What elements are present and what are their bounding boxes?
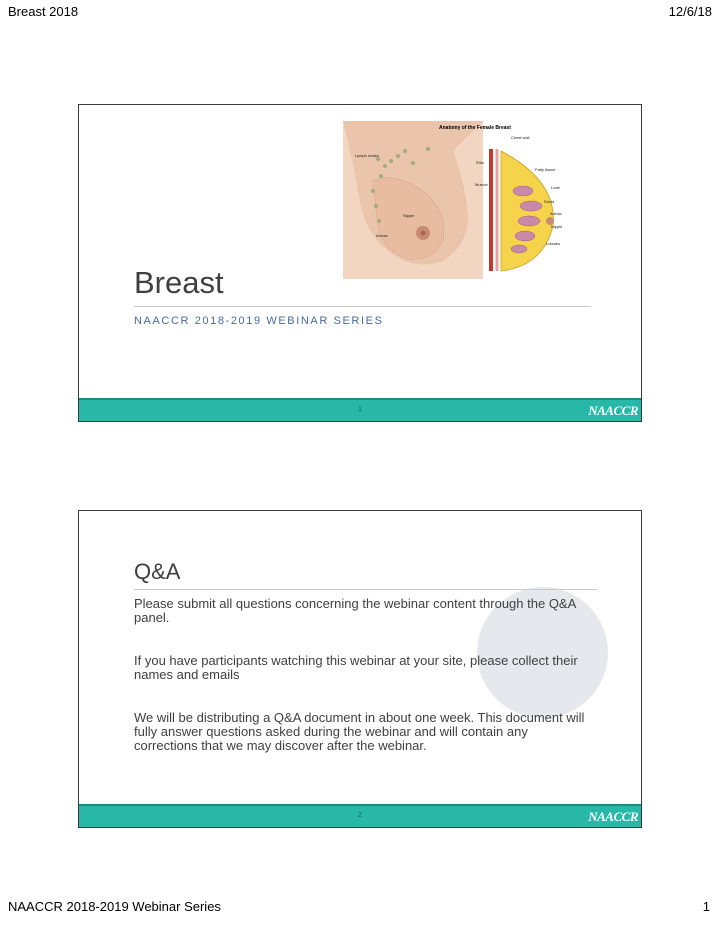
label-muscle: Muscle	[475, 182, 488, 187]
label-ribs: Ribs	[476, 160, 485, 165]
slide-title: Breast	[134, 265, 224, 300]
naaccr-logo: NAACCR	[588, 809, 638, 824]
slide-footer-bar	[79, 398, 641, 421]
label-front-areola: Areola	[376, 233, 388, 238]
label-front-nipple: Nipple	[403, 213, 415, 218]
label-nipple: Nipple	[551, 224, 563, 229]
label-ducts: Ducts	[544, 199, 555, 204]
paragraph-submit-questions: Please submit all questions concerning the webinar content through the Q&A panel.	[134, 596, 576, 625]
slide-subtitle: NAACCR 2018-2019 WEBINAR SERIES	[134, 315, 384, 327]
paragraph-qa-document: We will be distributing a Q&A document in about one week. This document will fully answer questions asked during the webinar and will contain any corrections that we may discover after the webinar.	[134, 710, 585, 753]
slide-number: 1	[358, 406, 362, 413]
page-header-title: Breast 2018	[8, 4, 79, 19]
page-header-date: 12/6/18	[668, 4, 712, 19]
slide-2	[78, 510, 642, 828]
slide-1	[78, 104, 642, 422]
page-footer-series: NAACCR 2018-2019 Webinar Series	[8, 899, 221, 914]
label-chest-wall: Chest wall	[511, 135, 530, 140]
paragraph-participants: If you have participants watching this webinar at your site, please collect their names and emails	[134, 653, 578, 682]
slide-title: Q&A	[134, 559, 181, 584]
page-number: 1	[702, 899, 710, 914]
naaccr-logo: NAACCR	[588, 403, 638, 418]
label-lobe: Lobe	[551, 185, 560, 190]
label-lymph-nodes: Lymph nodes	[355, 153, 379, 158]
label-areola: Areola	[550, 211, 562, 216]
breast-anatomy-illustration	[343, 121, 563, 279]
illustration-title: Anatomy of the Female Breast	[439, 125, 511, 131]
slide-number: 2	[358, 812, 362, 819]
title-divider	[134, 589, 597, 590]
label-lobules: Lobules	[546, 241, 561, 246]
label-fatty-tissue: Fatty tissue	[535, 167, 556, 172]
slide-footer-bar	[79, 804, 641, 827]
title-divider	[134, 306, 591, 307]
